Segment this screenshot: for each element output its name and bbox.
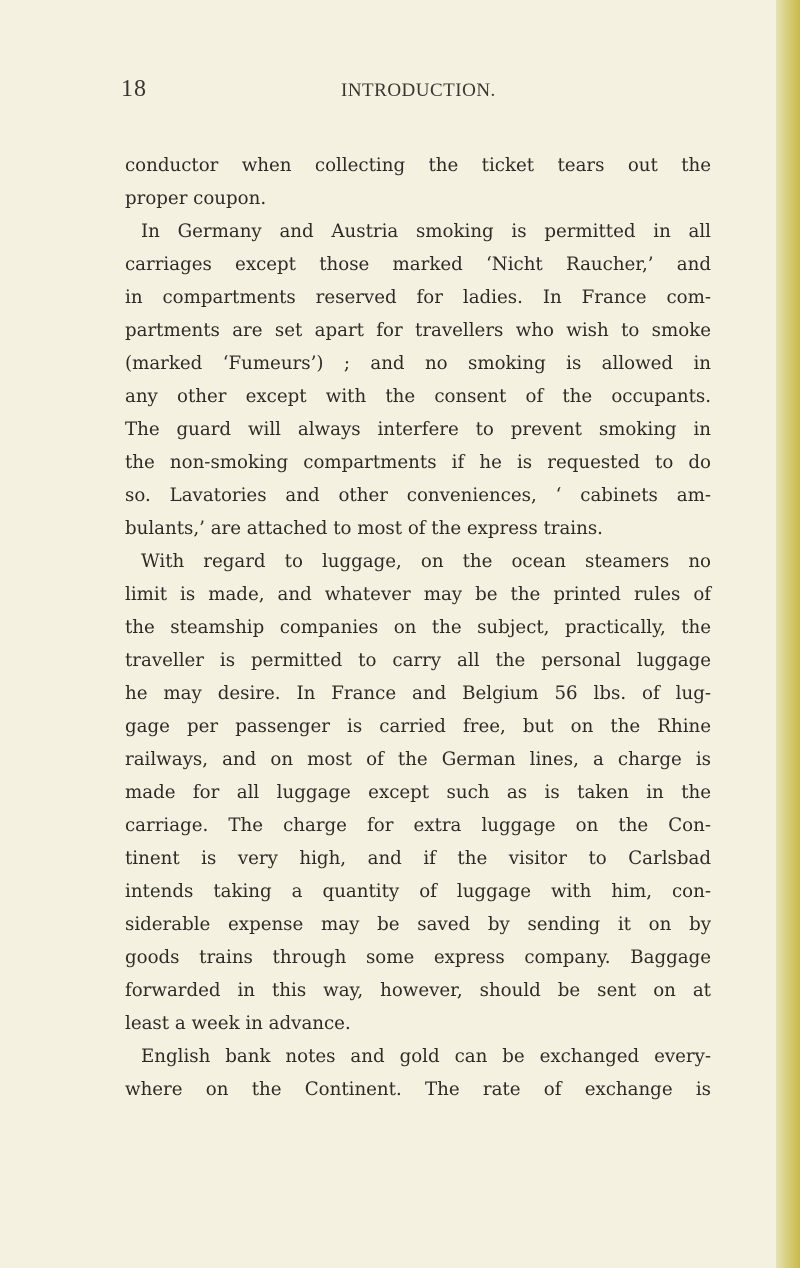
text-line: With regard to luggage, on the ocean steamers no [141, 551, 711, 572]
text-line: limit is made, and whatever may be the printed rules of [125, 584, 711, 605]
text-line: (marked ‘Fumeurs’) ; and no smoking is allowed in [125, 353, 711, 374]
text-line: tinent is very high, and if the visitor to Carlsbad [125, 848, 711, 869]
text-line: railways, and on most of the German lines, a charge is [125, 749, 711, 770]
text-line: carriages except those marked ‘Nicht Raucher,’ and [125, 254, 711, 275]
text-line: the steamship companies on the subject, practically, the [125, 617, 711, 638]
text-line: made for all luggage except such as is taken in the [125, 782, 711, 803]
text-line: proper coupon. [125, 188, 267, 209]
text-line: where on the Continent. The rate of exchange is [125, 1079, 711, 1100]
text-line: so. Lavatories and other conveniences, ‘ cabinets am- [125, 485, 711, 506]
text-line: The guard will always interfere to prevent smoking in [125, 419, 711, 440]
text-line: carriage. The charge for extra luggage on the Con- [125, 815, 711, 836]
text-line: the non-smoking compartments if he is requested to do [125, 452, 711, 473]
text-line: conductor when collecting the ticket tears out the [125, 155, 711, 176]
text-line: forwarded in this way, however, should be sent on at [125, 980, 711, 1001]
text-line: least a week in advance. [125, 1013, 351, 1034]
text-line: in compartments reserved for ladies. In France com- [125, 287, 711, 308]
page-edge [776, 0, 800, 1268]
text-line: goods trains through some express company. Baggage [125, 947, 711, 968]
text-line: gage per passenger is carried free, but on the Rhine [125, 716, 711, 737]
text-line: In Germany and Austria smoking is permitted in all [141, 221, 711, 242]
text-line: English bank notes and gold can be exchanged every- [141, 1046, 711, 1067]
body-text [125, 149, 711, 1106]
text-line: any other except with the consent of the occupants. [125, 386, 711, 407]
text-line: traveller is permitted to carry all the personal luggage [125, 650, 711, 671]
text-line: siderable expense may be saved by sending it on by [125, 914, 711, 935]
running-head: INTRODUCTION. [341, 80, 496, 101]
text-line: he may desire. In France and Belgium 56 lbs. of lug- [125, 683, 711, 704]
text-line: bulants,’ are attached to most of the express trains. [125, 518, 603, 539]
text-line: intends taking a quantity of luggage with him, con- [125, 881, 711, 902]
text-line: partments are set apart for travellers who wish to smoke [125, 320, 711, 341]
page-number: 18 [121, 76, 147, 102]
page-header [0, 76, 800, 116]
